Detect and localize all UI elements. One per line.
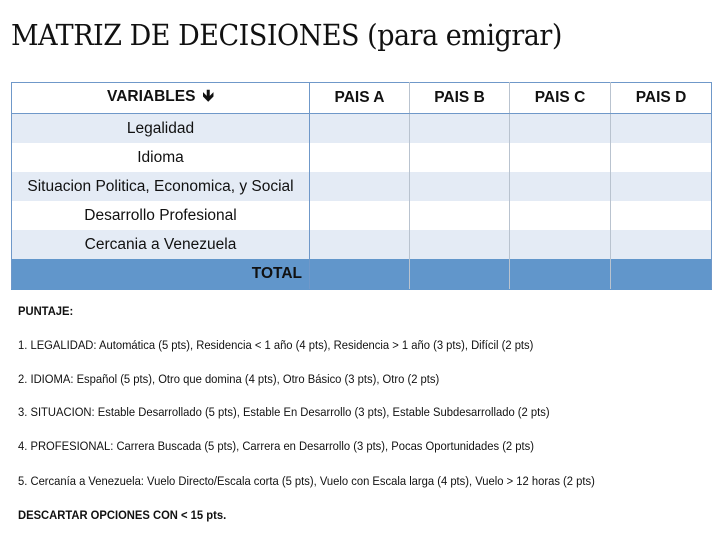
total-cell[interactable] (310, 259, 410, 290)
header-pais-a: PAIS A (310, 83, 410, 114)
decision-matrix-table (11, 82, 712, 290)
table-header-row (12, 83, 712, 114)
row-label: Legalidad (12, 114, 310, 144)
score-cell[interactable] (310, 172, 410, 201)
score-cell[interactable] (410, 114, 510, 144)
scoring-item: 5. Cercanía a Venezuela: Vuelo Directo/Escala corta (5 pts), Vuelo con Escala larga (4 pts), Vuelo > 12 horas (2 pts) (18, 474, 595, 488)
table-row (12, 114, 712, 144)
score-cell[interactable] (611, 143, 712, 172)
score-cell[interactable] (510, 230, 611, 259)
score-cell[interactable] (611, 172, 712, 201)
table-row (12, 143, 712, 172)
table-row (12, 201, 712, 230)
total-cell[interactable] (510, 259, 611, 290)
score-cell[interactable] (510, 143, 611, 172)
score-cell[interactable] (310, 143, 410, 172)
score-cell[interactable] (510, 201, 611, 230)
score-cell[interactable] (611, 114, 712, 144)
score-cell[interactable] (310, 201, 410, 230)
scoring-footer: DESCARTAR OPCIONES CON < 15 pts. (18, 508, 227, 522)
header-pais-c: PAIS C (510, 83, 611, 114)
score-cell[interactable] (510, 172, 611, 201)
scoring-item: 2. IDIOMA: Español (5 pts), Otro que domina (4 pts), Otro Básico (3 pts), Otro (2 pts) (18, 372, 440, 386)
total-label: TOTAL (12, 259, 310, 290)
score-cell[interactable] (611, 201, 712, 230)
row-label: Cercania a Venezuela (12, 230, 310, 259)
header-variables-label: VARIABLES (107, 87, 196, 105)
row-label: Situacion Politica, Economica, y Social (12, 172, 310, 201)
score-cell[interactable] (410, 143, 510, 172)
score-cell[interactable] (611, 230, 712, 259)
total-row (12, 259, 712, 290)
score-cell[interactable] (510, 114, 611, 144)
arrow-down-icon: 🡻 (202, 87, 214, 105)
score-cell[interactable] (410, 230, 510, 259)
scoring-heading: PUNTAJE: (18, 304, 74, 318)
page-title: MATRIZ DE DECISIONES (para emigrar) (11, 18, 562, 52)
header-pais-b: PAIS B (410, 83, 510, 114)
table-row (12, 172, 712, 201)
row-label: Idioma (12, 143, 310, 172)
header-pais-d: PAIS D (611, 83, 712, 114)
header-variables (12, 83, 310, 114)
total-cell[interactable] (611, 259, 712, 290)
score-cell[interactable] (410, 172, 510, 201)
row-label: Desarrollo Profesional (12, 201, 310, 230)
score-cell[interactable] (310, 114, 410, 144)
total-cell[interactable] (410, 259, 510, 290)
scoring-item: 4. PROFESIONAL: Carrera Buscada (5 pts), Carrera en Desarrollo (3 pts), Pocas Oportunidades (2 pts) (18, 439, 534, 453)
score-cell[interactable] (410, 201, 510, 230)
score-cell[interactable] (310, 230, 410, 259)
table-row (12, 230, 712, 259)
scoring-item: 3. SITUACION: Estable Desarrollado (5 pts), Estable En Desarrollo (3 pts), Estable Subdesarrollado (2 pts) (18, 405, 550, 419)
scoring-item: 1. LEGALIDAD: Automática (5 pts), Residencia < 1 año (4 pts), Residencia > 1 año (3 pts), Difícil (2 pts) (18, 338, 534, 352)
